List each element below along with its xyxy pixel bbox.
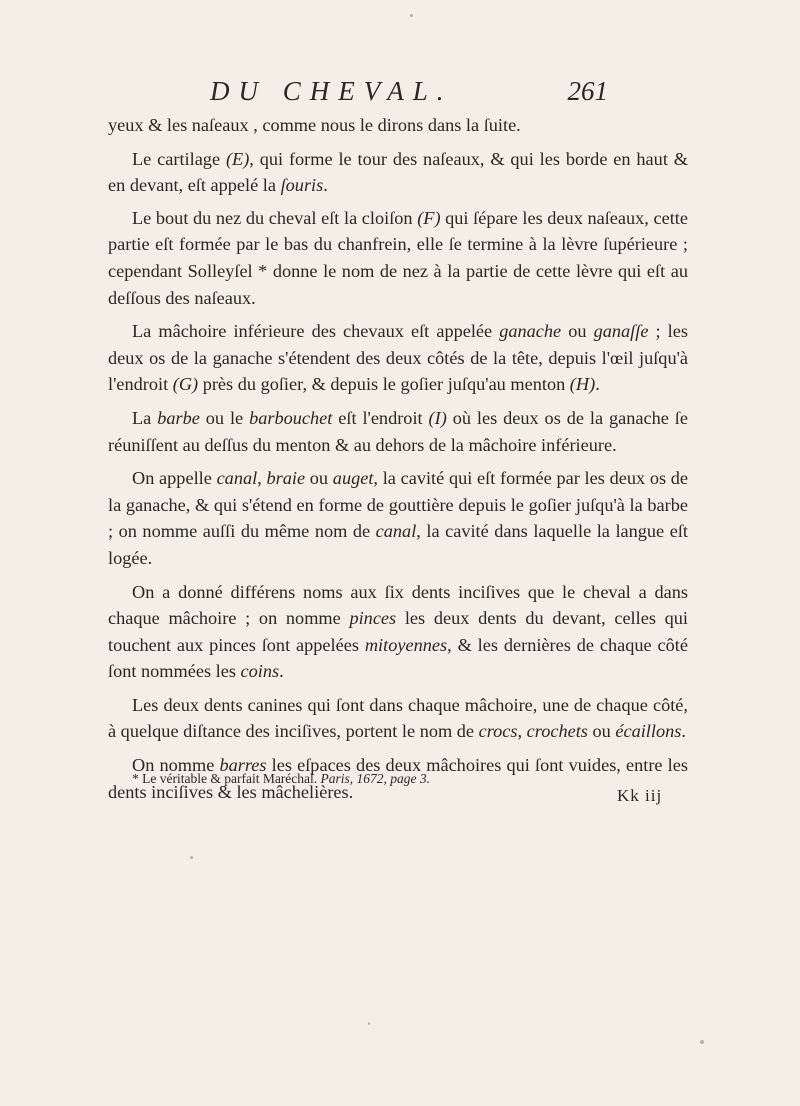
term: crocs	[478, 721, 518, 742]
text-run: ou	[561, 321, 594, 342]
text-run: , & les dernières de chaque côté ſont nommées les	[108, 634, 688, 682]
text-run: eſt l'endroit	[332, 407, 429, 428]
term: braie	[266, 468, 306, 489]
text-run: , la cavité qui eſt formée par les deux os de la ganache, & qui s'étend en forme de gouttière depuis le goſier juſqu'à la barbe ; on nomme auſſi du même nom de	[108, 468, 689, 542]
running-title: DU CHEVAL.	[210, 76, 453, 106]
term: canal	[375, 521, 417, 542]
text-run: qui ſépare les deux naſeaux, cette partie eſt formée par le bas du chanfrein, elle ſe termine à la lèvre ſupérieure ; cependant Solleyſel * donne le nom de nez à la partie de cette lèvre qui eſt au deſſous des naſeaux.	[108, 207, 688, 308]
text-run: ou le	[199, 407, 250, 428]
paper-speck	[410, 14, 413, 17]
term: écaillons	[615, 721, 682, 742]
term: barbouchet	[249, 407, 333, 428]
text-run: , la cavité dans laquelle la langue eſt logée.	[108, 521, 688, 568]
term: canal	[216, 468, 258, 489]
figure-mark: (H)	[569, 374, 596, 395]
figure-mark: (I)	[428, 407, 447, 428]
term: ſouris	[280, 175, 324, 196]
page-header	[190, 72, 608, 112]
footnote	[132, 771, 692, 787]
text-run: ou	[587, 721, 616, 742]
paragraph-4	[108, 318, 688, 398]
text-run: On a donné différens noms aux ſix dents inciſives que le cheval a dans chaque mâchoire ; on nomme	[108, 581, 688, 629]
text-run: près du goſier, & depuis le goſier juſqu'au menton	[198, 374, 570, 395]
page-number: 261	[567, 76, 608, 106]
signature-mark: Kk iij	[617, 786, 663, 805]
term: auget	[332, 468, 374, 489]
text-run: On appelle	[132, 468, 217, 489]
paragraph-8	[108, 692, 688, 745]
term: coins	[240, 661, 280, 682]
text-run: ; les deux os de la ganache s'étendent des deux côtés de la tête, depuis l'œil juſqu'à l'endroit	[108, 321, 688, 395]
text-run: .	[681, 721, 686, 742]
paragraph-text: yeux & les naſeaux , comme nous le dirons dans la ſuite.	[108, 115, 521, 135]
text-run: ou	[305, 468, 333, 489]
term: crochets	[526, 721, 588, 742]
text-run: , qui forme le tour des naſeaux, & qui les borde en haut & en devant, eſt appelé la	[108, 148, 688, 196]
term: barbe	[157, 407, 200, 428]
paragraph-6	[108, 465, 688, 571]
text-run: les deux dents du devant, celles qui touchent aux pinces ſont appelées	[108, 608, 689, 655]
text-run: ,	[257, 468, 267, 489]
text-run: Le cartilage	[132, 148, 226, 169]
paragraph-3	[108, 205, 688, 311]
text-run: .	[279, 661, 284, 682]
paragraph-7	[108, 579, 688, 685]
term: ganache	[499, 321, 562, 342]
term: pinces	[349, 608, 397, 629]
paragraph-1	[108, 112, 688, 139]
paragraph-5	[108, 405, 688, 458]
body-text	[108, 112, 688, 812]
paragraph-2	[108, 146, 688, 199]
paper-speck	[700, 1040, 704, 1044]
text-run: .	[595, 374, 600, 395]
text-run: Le bout du nez du cheval eſt la cloiſon	[132, 207, 418, 228]
text-run: La	[132, 407, 158, 428]
term: mitoyennes	[364, 634, 448, 655]
footnote-source: Paris, 1672, page 3.	[320, 771, 431, 786]
term: barres	[219, 755, 267, 776]
figure-mark: (E)	[225, 148, 250, 169]
footnote-marker: *	[132, 771, 143, 786]
figure-mark: (F)	[417, 207, 441, 228]
text-run: les eſpaces des deux mâchoires qui ſont vuides, entre les dents inciſives & les mâchelières.	[108, 755, 688, 802]
text-run: On nomme	[132, 755, 220, 776]
figure-mark: (G)	[172, 374, 199, 395]
term: ganaſſe	[593, 321, 649, 342]
text-run: où les deux os de la ganache ſe réuniſſent au deſſus du menton & au dehors de la mâchoire inférieure.	[108, 407, 688, 455]
footnote-text: Le véritable & parfait Maréchal.	[142, 771, 321, 786]
text-run: .	[323, 175, 328, 196]
text-run: La mâchoire inférieure des chevaux eſt appelée	[132, 321, 500, 342]
text-run: Les deux dents canines qui ſont dans chaque mâchoire, une de chaque côté, à quelque diſtance des inciſives, portent le nom de	[108, 694, 688, 742]
paper-speck	[190, 856, 193, 859]
text-run: ,	[517, 721, 527, 742]
paper-speck	[368, 1022, 370, 1025]
